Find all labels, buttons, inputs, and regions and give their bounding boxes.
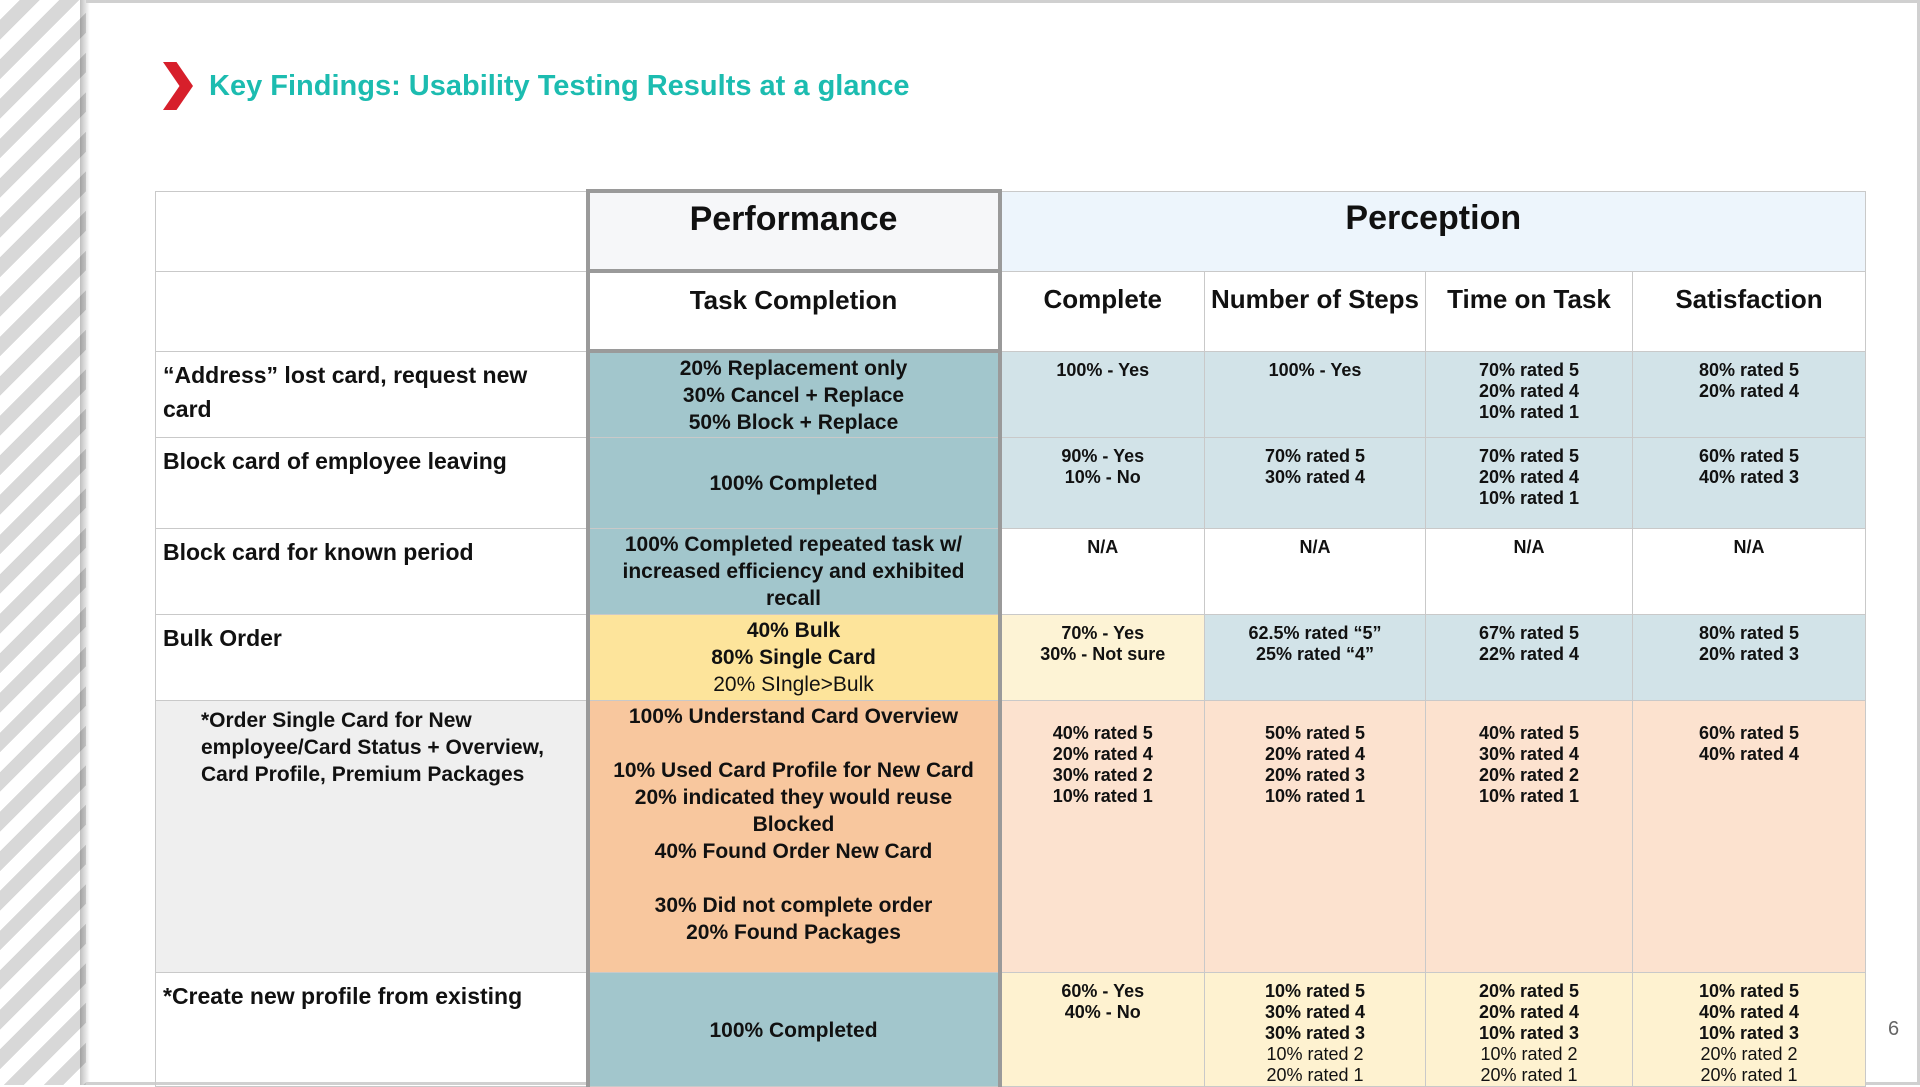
task-completion-cell bbox=[588, 351, 1000, 437]
empty-label-header-cell bbox=[156, 271, 588, 351]
cell-line: 20% rated 4 bbox=[1264, 743, 1366, 764]
cell-line: 70% rated 5 bbox=[1478, 359, 1580, 380]
task-completion-cell bbox=[588, 528, 1000, 614]
cell-line: 10% rated 3 bbox=[1698, 1022, 1800, 1043]
table-header-row-1 bbox=[156, 191, 1866, 271]
cell-line: 30% rated 4 bbox=[1264, 466, 1366, 487]
cell-line: 20% rated 1 bbox=[1480, 1064, 1578, 1085]
cell-line: 10% rated 1 bbox=[1052, 785, 1153, 806]
cell-line: 10% rated 1 bbox=[1264, 785, 1366, 806]
row-label-line: employee/Card Status + Overview, bbox=[201, 735, 544, 759]
satisfaction-cell bbox=[1633, 528, 1866, 614]
cell-line: 80% Single Card bbox=[711, 645, 876, 669]
satisfaction-cell bbox=[1633, 437, 1866, 528]
cell-line: 70% rated 5 bbox=[1264, 445, 1366, 466]
complete-cell bbox=[1000, 972, 1205, 1086]
cell-line: recall bbox=[766, 586, 821, 610]
row-label bbox=[156, 700, 588, 972]
cell-line: 60% rated 5 bbox=[1698, 445, 1800, 466]
cell-line: 80% rated 5 bbox=[1698, 359, 1800, 380]
satisfaction-cell bbox=[1633, 351, 1866, 437]
cell-line: 10% rated 1 bbox=[1478, 401, 1580, 422]
page-number: 6 bbox=[1888, 1018, 1900, 1040]
cell-line: 30% rated 4 bbox=[1478, 743, 1580, 764]
row-label-line: *Order Single Card for New bbox=[201, 708, 472, 732]
cell-line: 80% rated 5 bbox=[1698, 622, 1800, 643]
cell-line: 70% rated 5 bbox=[1478, 445, 1580, 466]
cell-line: 20% indicated they would reuse bbox=[634, 785, 953, 809]
slide-title: Key Findings: Usability Testing Results at a glance bbox=[209, 70, 910, 102]
row-label: Block card for known period bbox=[156, 528, 588, 614]
complete-header: Complete bbox=[1000, 271, 1205, 351]
table-row bbox=[156, 700, 1866, 972]
time-cell bbox=[1426, 614, 1633, 700]
cell-line: 20% rated 4 bbox=[1698, 380, 1800, 401]
time-cell bbox=[1426, 437, 1633, 528]
time-cell bbox=[1426, 528, 1633, 614]
task-completion-cell bbox=[588, 972, 1000, 1086]
slide-top-border bbox=[86, 0, 1920, 3]
number-of-steps-header: Number of Steps bbox=[1205, 271, 1426, 351]
steps-cell bbox=[1205, 528, 1426, 614]
cell-line: N/A bbox=[1087, 536, 1119, 557]
row-label: “Address” lost card, request new card bbox=[156, 351, 588, 437]
findings-table bbox=[155, 189, 1866, 1087]
cell-line: 20% rated 1 bbox=[1266, 1064, 1364, 1085]
steps-cell bbox=[1205, 972, 1426, 1086]
cell-line: N/A bbox=[1299, 536, 1331, 557]
time-cell bbox=[1426, 972, 1633, 1086]
cell-line: 20% rated 5 bbox=[1478, 980, 1580, 1001]
cell-line: 10% rated 5 bbox=[1698, 980, 1800, 1001]
cell-line: 100% Completed bbox=[709, 1018, 878, 1042]
row-label: Bulk Order bbox=[156, 614, 588, 700]
steps-cell bbox=[1205, 700, 1426, 972]
steps-cell bbox=[1205, 351, 1426, 437]
perception-header: Perception bbox=[1000, 191, 1866, 271]
cell-line: 30% - Not sure bbox=[1040, 643, 1166, 664]
cell-line: 20% Found Packages bbox=[686, 920, 901, 944]
cell-line: 90% - Yes bbox=[1061, 445, 1145, 466]
cell-line: 70% - Yes bbox=[1061, 622, 1145, 643]
cell-line: 100% - Yes bbox=[1056, 359, 1150, 380]
cell-line: 100% Understand Card Overview bbox=[628, 704, 959, 728]
cell-line: 20% rated 3 bbox=[1698, 643, 1800, 664]
cell-line: 10% rated 3 bbox=[1478, 1022, 1580, 1043]
cell-line: 100% Completed repeated task w/ bbox=[624, 532, 963, 556]
satisfaction-cell bbox=[1633, 700, 1866, 972]
time-cell bbox=[1426, 351, 1633, 437]
cell-line: 10% rated 2 bbox=[1480, 1043, 1578, 1064]
table-row bbox=[156, 972, 1866, 1086]
cell-line: 50% rated 5 bbox=[1264, 722, 1366, 743]
satisfaction-cell bbox=[1633, 614, 1866, 700]
cell-line: 40% Found Order New Card bbox=[654, 839, 933, 863]
task-completion-header: Task Completion bbox=[588, 271, 1000, 351]
cell-line: 67% rated 5 bbox=[1478, 622, 1580, 643]
chevron-right-icon bbox=[163, 62, 193, 110]
cell-line: 20% rated 4 bbox=[1478, 466, 1580, 487]
cell-line: 10% rated 1 bbox=[1478, 487, 1580, 508]
cell-line: 40% - No bbox=[1064, 1001, 1141, 1022]
cell-line: Blocked bbox=[752, 812, 835, 836]
cell-line: 100% Completed bbox=[709, 472, 878, 495]
row-label: Block card of employee leaving bbox=[156, 437, 588, 528]
striped-margin bbox=[0, 0, 86, 1085]
cell-line: 20% SIngle>Bulk bbox=[713, 672, 874, 696]
cell-line: 30% Cancel + Replace bbox=[682, 384, 905, 407]
cell-line: 40% rated 4 bbox=[1698, 743, 1800, 764]
task-completion-cell bbox=[588, 614, 1000, 700]
table-row bbox=[156, 351, 1866, 437]
complete-cell bbox=[1000, 437, 1205, 528]
cell-line: 20% rated 4 bbox=[1478, 380, 1580, 401]
cell-line: 20% rated 2 bbox=[1478, 764, 1580, 785]
cell-line: 30% rated 4 bbox=[1264, 1001, 1366, 1022]
complete-cell bbox=[1000, 351, 1205, 437]
cell-line: 60% - Yes bbox=[1061, 980, 1145, 1001]
performance-header: Performance bbox=[588, 191, 1000, 271]
cell-line: 60% rated 5 bbox=[1698, 722, 1800, 743]
cell-line: 10% rated 5 bbox=[1264, 980, 1366, 1001]
cell-line: 100% - Yes bbox=[1268, 359, 1362, 380]
steps-cell bbox=[1205, 614, 1426, 700]
cell-line: 50% Block + Replace bbox=[688, 411, 899, 434]
cell-line: 25% rated “4” bbox=[1255, 643, 1375, 664]
cell-line: 40% rated 5 bbox=[1478, 722, 1580, 743]
cell-line: 62.5% rated “5” bbox=[1248, 622, 1382, 643]
cell-line: 40% rated 3 bbox=[1698, 466, 1800, 487]
cell-spacer bbox=[590, 730, 998, 757]
satisfaction-cell bbox=[1633, 972, 1866, 1086]
cell-line: 40% rated 5 bbox=[1052, 722, 1153, 743]
cell-line: 10% Used Card Profile for New Card bbox=[613, 758, 974, 782]
cell-line: 10% rated 1 bbox=[1478, 785, 1580, 806]
cell-line: 20% Replacement only bbox=[679, 357, 908, 380]
time-cell bbox=[1426, 700, 1633, 972]
cell-line: 10% - No bbox=[1064, 466, 1141, 487]
row-label-line: Card Profile, Premium Packages bbox=[201, 762, 525, 786]
task-completion-cell bbox=[588, 700, 1000, 972]
cell-line: 10% rated 2 bbox=[1266, 1043, 1364, 1064]
empty-corner-cell bbox=[156, 191, 588, 271]
page-shadow bbox=[80, 0, 90, 1085]
cell-line: 20% rated 1 bbox=[1700, 1064, 1798, 1085]
cell-line: 40% Bulk bbox=[746, 618, 841, 642]
table-row bbox=[156, 437, 1866, 528]
complete-cell bbox=[1000, 700, 1205, 972]
cell-line: 20% rated 4 bbox=[1478, 1001, 1580, 1022]
cell-line: N/A bbox=[1733, 536, 1765, 557]
cell-line: increased efficiency and exhibited bbox=[622, 559, 965, 583]
table-header-row-2 bbox=[156, 271, 1866, 351]
cell-line: 30% rated 3 bbox=[1264, 1022, 1366, 1043]
cell-line: 20% rated 3 bbox=[1264, 764, 1366, 785]
table-row bbox=[156, 614, 1866, 700]
cell-line: 20% rated 2 bbox=[1700, 1043, 1798, 1064]
time-on-task-header: Time on Task bbox=[1426, 271, 1633, 351]
cell-line: 30% Did not complete order bbox=[654, 893, 933, 917]
cell-line: N/A bbox=[1513, 536, 1545, 557]
steps-cell bbox=[1205, 437, 1426, 528]
cell-line: 40% rated 4 bbox=[1698, 1001, 1800, 1022]
cell-line: 20% rated 4 bbox=[1052, 743, 1153, 764]
cell-line: 22% rated 4 bbox=[1478, 643, 1580, 664]
satisfaction-header: Satisfaction bbox=[1633, 271, 1866, 351]
task-completion-cell bbox=[588, 437, 1000, 528]
table-row bbox=[156, 528, 1866, 614]
complete-cell bbox=[1000, 614, 1205, 700]
cell-spacer bbox=[590, 865, 998, 892]
row-label: *Create new profile from existing bbox=[156, 972, 588, 1086]
cell-line: 30% rated 2 bbox=[1052, 764, 1153, 785]
complete-cell bbox=[1000, 528, 1205, 614]
